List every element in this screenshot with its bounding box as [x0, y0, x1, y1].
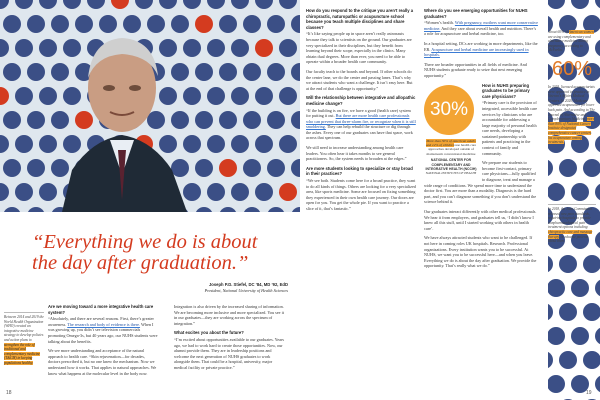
paragraph [306, 108, 416, 142]
pattern-dot [279, 39, 297, 57]
left-column-1 [48, 304, 158, 380]
pattern-dot [231, 39, 249, 57]
paragraph-text: There are broader opportunities in all fields of medicine. And NUHS students graduate ready to seize that next emerging opportunity.” [424, 61, 527, 78]
sidenote-right-text: In 2018, the Joint Commission released new pain standards, requiring hospitals to provide nonpharmacological pain treatment options including [548, 207, 593, 230]
stat-60-intro [548, 30, 596, 53]
pattern-dot [255, 183, 273, 201]
page-number-left: 18 [6, 390, 12, 396]
pattern-dot [279, 183, 297, 201]
pattern-dot [583, 255, 600, 273]
paragraph-text: “Primary care is the provision of integrated, accessible health care services by clinicians who are accountable for addressing a large majority of personal health care needs, developing a sustained partnership with patients and practicing in the context of family and community. [482, 100, 538, 156]
sidenote-highlight: strengthen the role of traditional and complementary medicine (T&CM) in keeping populations healthy. [4, 342, 41, 365]
pattern-dot [231, 87, 249, 105]
highlighted-link[interactable]: The research and body of evidence is there. [67, 321, 141, 327]
pattern-dot [267, 63, 285, 81]
pattern-dot [547, 375, 565, 393]
pattern-dot [583, 351, 600, 369]
paragraph-text: “It’s like saying people up in space aren’t really astronauts because they talk to scientists on the ground. Our graduates are very specialized in their disciplines, but they benefit from learning beyond their scope, especially in the clinics. Many obtain dual degrees. More than ever, you need to be able to operate within a broader health care community. [306, 31, 412, 65]
pattern-dot [547, 279, 565, 297]
byline-name: Joseph P.D. Stiefel, DC ’84, MD ’92, EdD [208, 282, 288, 287]
pattern-dot [231, 0, 249, 9]
paragraph-text: They can help rebuild the structure or dig through the ashes. Every one of our graduates can have that space, work across that spectrum. [306, 124, 413, 141]
paragraph-text: Our graduates interact differently with other medical professionals. We hear it from employers, and graduates tell us, ‘I didn’t know I knew all this stuff, until I started working with others in health care’. [424, 209, 537, 231]
byline-title: President, National University of Health Sciences [204, 287, 288, 293]
pattern-dot [571, 0, 589, 9]
stat-30-highlight: More than 30% of American adults and 12% of children [425, 138, 476, 147]
stat-60-intro-text: About 60% of [548, 30, 569, 34]
paragraph-text: We still need to increase understanding among health care leaders. You often hear it takes months to see general practitioners. So, the system needs to broaden at the edges.” [306, 145, 407, 162]
stat-60-note-text: In 2018, licensed acupuncturists were approved to practice in Veteran’s Affairs Medical Centers. In 2020, Medicare approved acupuncture for lower back pain. And according to The Journal of Alternative and Complementary Medicine, [548, 84, 595, 122]
pattern-dot [547, 183, 565, 201]
paragraph-text: How is NUHS preparing graduates to be primary care physicians? [482, 82, 530, 99]
pattern-dot [583, 159, 600, 177]
stat-60-intro-rest: are using complementary and alternative medicine during pregnancy, according to McFarlin. [548, 34, 591, 53]
paragraph [306, 145, 416, 162]
pattern-dot [243, 207, 261, 212]
pattern-dot [595, 0, 600, 9]
question-heading [174, 330, 284, 336]
question-heading [424, 8, 538, 19]
pattern-dot [255, 39, 273, 57]
pattern-dot [559, 303, 577, 321]
divider [4, 312, 44, 313]
pattern-dot [3, 15, 21, 33]
paragraph [174, 337, 284, 371]
paragraph [48, 316, 158, 344]
paragraph [424, 209, 538, 231]
pattern-dot [267, 111, 285, 129]
pattern-dot [267, 207, 285, 212]
paragraph [424, 20, 538, 37]
pattern-dot [291, 207, 300, 212]
pattern-dot [291, 159, 300, 177]
paragraph [306, 31, 416, 65]
stat-30-caption [424, 139, 478, 157]
pattern-dot [559, 351, 577, 369]
pattern-dot [267, 159, 285, 177]
stat-30-text: use health care approaches developed outside of mainstream conventional medicine [426, 142, 477, 156]
pattern-dot [279, 87, 297, 105]
pattern-dot [243, 63, 261, 81]
pull-quote: “Everything we do is about the day after graduation.” [32, 231, 258, 274]
stat-60-note [548, 85, 596, 145]
sidenote-right-rest: , or educate patients about them. [548, 234, 589, 244]
pattern-dot [243, 15, 261, 33]
paragraph-text: “Absolutely, and there are several reasons. First, there’s greater awareness. [48, 316, 154, 327]
pattern-dot [3, 111, 21, 129]
question-heading [306, 166, 416, 177]
stat-60-intro-highlight: American women [568, 30, 594, 34]
highlighted-link[interactable]: With pregnancy, mothers want more conservative medicine. [424, 20, 538, 31]
sidenote-text: Between 2014 and 2019 the World Health Organization (WHO) created an integrative medicine strategy to develop policies and action plans to [4, 315, 44, 342]
sidenote-left [4, 312, 44, 366]
pattern-dot [0, 183, 9, 201]
pattern-dot [255, 87, 273, 105]
paragraph [424, 41, 538, 58]
stat-30-block [424, 85, 478, 177]
pattern-dot [583, 303, 600, 321]
pattern-dot [243, 111, 261, 129]
paragraph-text: Integration is also driven by the increased sharing of information. We are becoming more inclusive and more specialized. You see it in our graduates—they are working across the spectrum of integration.” [174, 304, 284, 326]
pattern-dot [559, 255, 577, 273]
pattern-dot [291, 63, 300, 81]
paragraph [48, 348, 158, 376]
pattern-dot [231, 135, 249, 153]
question-heading [306, 95, 416, 106]
paragraph-text: “I’m excited about opportunities available to our graduates. Years ago, we had to work hard to create those opportunities. Now, our alumni provide them. They are in leadership positions and welcome the next generation of NUHS graduates to work alongside them. That could be a hospital, university, major medical facility or private practice.” [174, 336, 285, 370]
pattern-dot [3, 63, 21, 81]
pattern-dot [595, 327, 600, 345]
paragraph-text: We prepare our students to become first-contact, primary care physicians—fully qualified to diagnose, treat and manage a wide range of conditions. We spend more time to understand the doctor first. You are more than a modality. Diagnosis is the hard part, and you can’t diagnose something if you don’t understand the science behind it. [424, 160, 537, 205]
question-heading [306, 8, 416, 30]
paragraph-text: “We see both. Students come here for a broad practice, they want to do all kinds of things. Others are looking for a very specialized area, like sports medicine. Some are focused on fixing something they experienced in their own health care journey. Our doors are open for you. You get the whole pie. If you want to practice a slice of it, that’s fantastic.” [306, 178, 416, 211]
pattern-dot [255, 135, 273, 153]
portrait-photo-area [0, 0, 300, 212]
paragraph-text: Are we moving toward a more integrative health care system? [48, 304, 154, 315]
pattern-dot [595, 183, 600, 201]
pattern-dot [595, 279, 600, 297]
pattern-dot [571, 327, 589, 345]
page-number-right: 19 [586, 390, 592, 396]
pattern-dot [279, 135, 297, 153]
pattern-dot [571, 183, 589, 201]
pattern-dot [559, 159, 577, 177]
paragraph [424, 235, 538, 269]
right-column-2 [424, 8, 538, 273]
paragraph-text: When I was growing up, you didn’t see television commercials promoting Omega-3s, but 40 years ago, our NUHS students were talking about the benefits. [48, 321, 158, 344]
quote-byline [88, 282, 288, 293]
sidenote-right [548, 204, 596, 244]
stat-60-note-highlight: more than 80% of National Cancer Institute designated comprehensive cancer centers list acupuncture among treatments. [548, 117, 595, 145]
pattern-dot [267, 15, 285, 33]
paragraph [306, 178, 416, 212]
pattern-dot [279, 0, 297, 9]
left-column-2 [174, 304, 284, 375]
right-column-1 [306, 8, 416, 216]
paragraph-text: Where do you see emerging opportunities for NUHS graduates? [424, 8, 528, 19]
paragraph-text: “Women’s health. [424, 20, 455, 26]
sidenote-right-highlight: chiropractic care and massage therapy [548, 229, 593, 239]
paragraph [306, 69, 416, 91]
paragraph [174, 304, 284, 326]
pattern-dot [291, 111, 300, 129]
portrait-image [22, 0, 222, 212]
stat-60-percent-box [548, 30, 596, 145]
paragraph-text: How do you respond to the critique you aren’t really a chiropractic, naturopathic or acupuncture school because you teach multiple disciplines and share classes? [306, 8, 414, 30]
pattern-dot [0, 39, 9, 57]
paragraph-text: We have always attracted students who want to be challenged. If not here in coming roles UK hospitals. Research. Professional organizations. Every institution wants you to be successful. At NUHS, we want you to be successful here—and when you leave. Everything we do is about the day after graduation. We provide the opportunity. That’s really what we do.” [424, 235, 537, 269]
pattern-dot [595, 375, 600, 393]
paragraph-text: Are more students looking to specialize or stay broad in their practices? [306, 165, 413, 177]
pattern-dot [0, 135, 9, 153]
stat-30-source: NATIONAL CENTER FOR COMPLEMENTARY AND INTEGRATIVE HEALTH (NCCIH) [425, 158, 477, 171]
pattern-dot [0, 0, 9, 9]
paragraph-text: Will the relationship between integrative and allopathic medicine change? [306, 95, 416, 106]
pattern-dot [255, 0, 273, 9]
paragraph-text: We see more understanding and acceptance of the natural approach to health care. “Skin rejuvenation—for decades, doctors prescribed it, but no one knew the mechanism. Now we understand how it works. That applies to natural approaches. We know what happens at the molecular level in the body now. [48, 348, 157, 376]
pattern-dot [547, 0, 565, 9]
paragraph-text: And they care about overall health and nutrition. There’s a role for acupuncture and herbal medicine, too. [424, 25, 537, 37]
paragraph-text: In a hospital setting, DCs are working in more departments, like the ER. [424, 40, 538, 52]
stat-30-value: 30% [424, 85, 474, 135]
pattern-dot [3, 159, 21, 177]
pattern-dot [243, 159, 261, 177]
pattern-dot [291, 15, 300, 33]
paragraph-text: Our faculty teach to the boards and beyond. If other schools do the center lane, we do the center and passing lanes. That’s why we attract students who want a challenge. It isn’t easy here. But at the end of that challenge is opportunity.” [306, 68, 413, 91]
paragraph-text: What excites you about the future? [174, 330, 244, 336]
paragraph-text: “If the building is on fire, we have a good (health care) system for putting it out. [306, 107, 411, 119]
highlighted-link[interactable]: But there are more health care professionals who can prevent that three-alarm fire, or recognize when it is still smoldering. [306, 113, 416, 130]
paragraph [424, 62, 538, 79]
stat-60-value: 60% [552, 57, 593, 80]
stat-30-source-sub: NATIONAL INSTITUTES OF HEALTH [425, 171, 477, 176]
pattern-dot [3, 207, 21, 212]
pattern-dot [571, 279, 589, 297]
divider [548, 204, 596, 205]
pattern-dot [0, 87, 9, 105]
pattern-dot [547, 327, 565, 345]
pattern-dot [231, 183, 249, 201]
question-heading [48, 304, 158, 315]
highlighted-link[interactable]: Acupuncture and herbal medicine are increasingly used in hospitals. [424, 46, 529, 58]
